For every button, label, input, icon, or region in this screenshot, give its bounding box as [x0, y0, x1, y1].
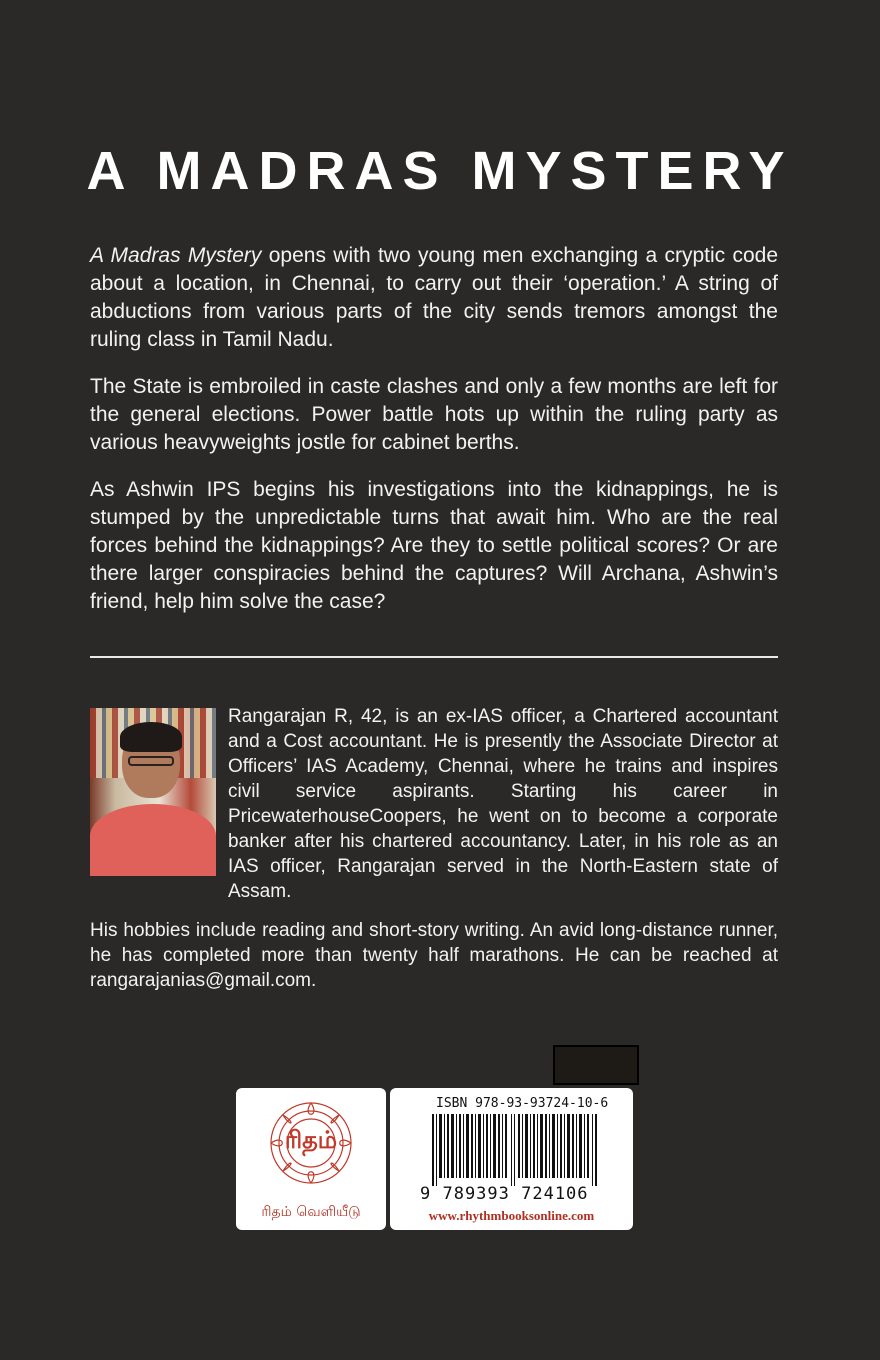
- book-blurb: [90, 242, 778, 635]
- book-title: A MADRAS MYSTERY: [86, 141, 794, 201]
- author-bio: Rangarajan R, 42, is an ex-IAS officer, a Chartered accountant and a Cost accountant. He is presently the Associate Director at Officers’ IAS Academy, Chennai, where he trains and inspires civil service aspirants. Starting his career in PricewaterhouseCoopers, he went on to become a corporate banker after his chartered accountancy. Later, in his role as an IAS officer, Rangarajan served in the North-Eastern state of Assam.: [228, 706, 778, 902]
- publisher-brand: ரிதம்: [284, 1126, 338, 1154]
- isbn-barcode-panel: [390, 1088, 633, 1230]
- author-section: [90, 704, 778, 993]
- blurb-paragraph-1: [90, 242, 778, 354]
- barcode-digits: 9 789393 724106: [420, 1184, 589, 1204]
- blurb-paragraph-2: The State is embroiled in caste clashes and only a few months are left for the general elections. Power battle hots up within the ruling party as various heavyweights jostle for cabinet berths.: [90, 375, 778, 454]
- publisher-url[interactable]: www.rhythmbooksonline.com: [428, 1208, 595, 1223]
- blurb-paragraph-1-text: opens with two young men exchanging a cryptic code about a location, in Chennai, to carry out their ‘operation.’ A string of abductions from various parts of the city sends tremors amongst the ruling class in Tamil Nadu.: [90, 244, 778, 351]
- barcode-icon: [432, 1114, 598, 1186]
- blurb-paragraph-3: As Ashwin IPS begins his investigations into the kidnappings, he is stumped by the unpredictable turns that await him. Who are the real forces behind the kidnappings? Are they to settle political scores? Or are there larger conspiracies behind the captures? Will Archana, Ashwin’s friend, help him solve the case?: [90, 478, 778, 613]
- publisher-name: ரிதம் வெளியீடு: [261, 1204, 361, 1220]
- price-box: [553, 1045, 639, 1085]
- blurb-title-italic: A Madras Mystery: [90, 244, 262, 267]
- isbn-label: ISBN 978-93-93724-10-6: [436, 1096, 609, 1111]
- author-photo: [90, 708, 216, 876]
- author-hobbies: His hobbies include reading and short-story writing. An avid long-distance runner, he has completed more than twenty half marathons. He can be reached at rangarajanias@gmail.com.: [90, 920, 778, 991]
- section-divider: [90, 656, 778, 658]
- publisher-logo-panel: [236, 1088, 386, 1230]
